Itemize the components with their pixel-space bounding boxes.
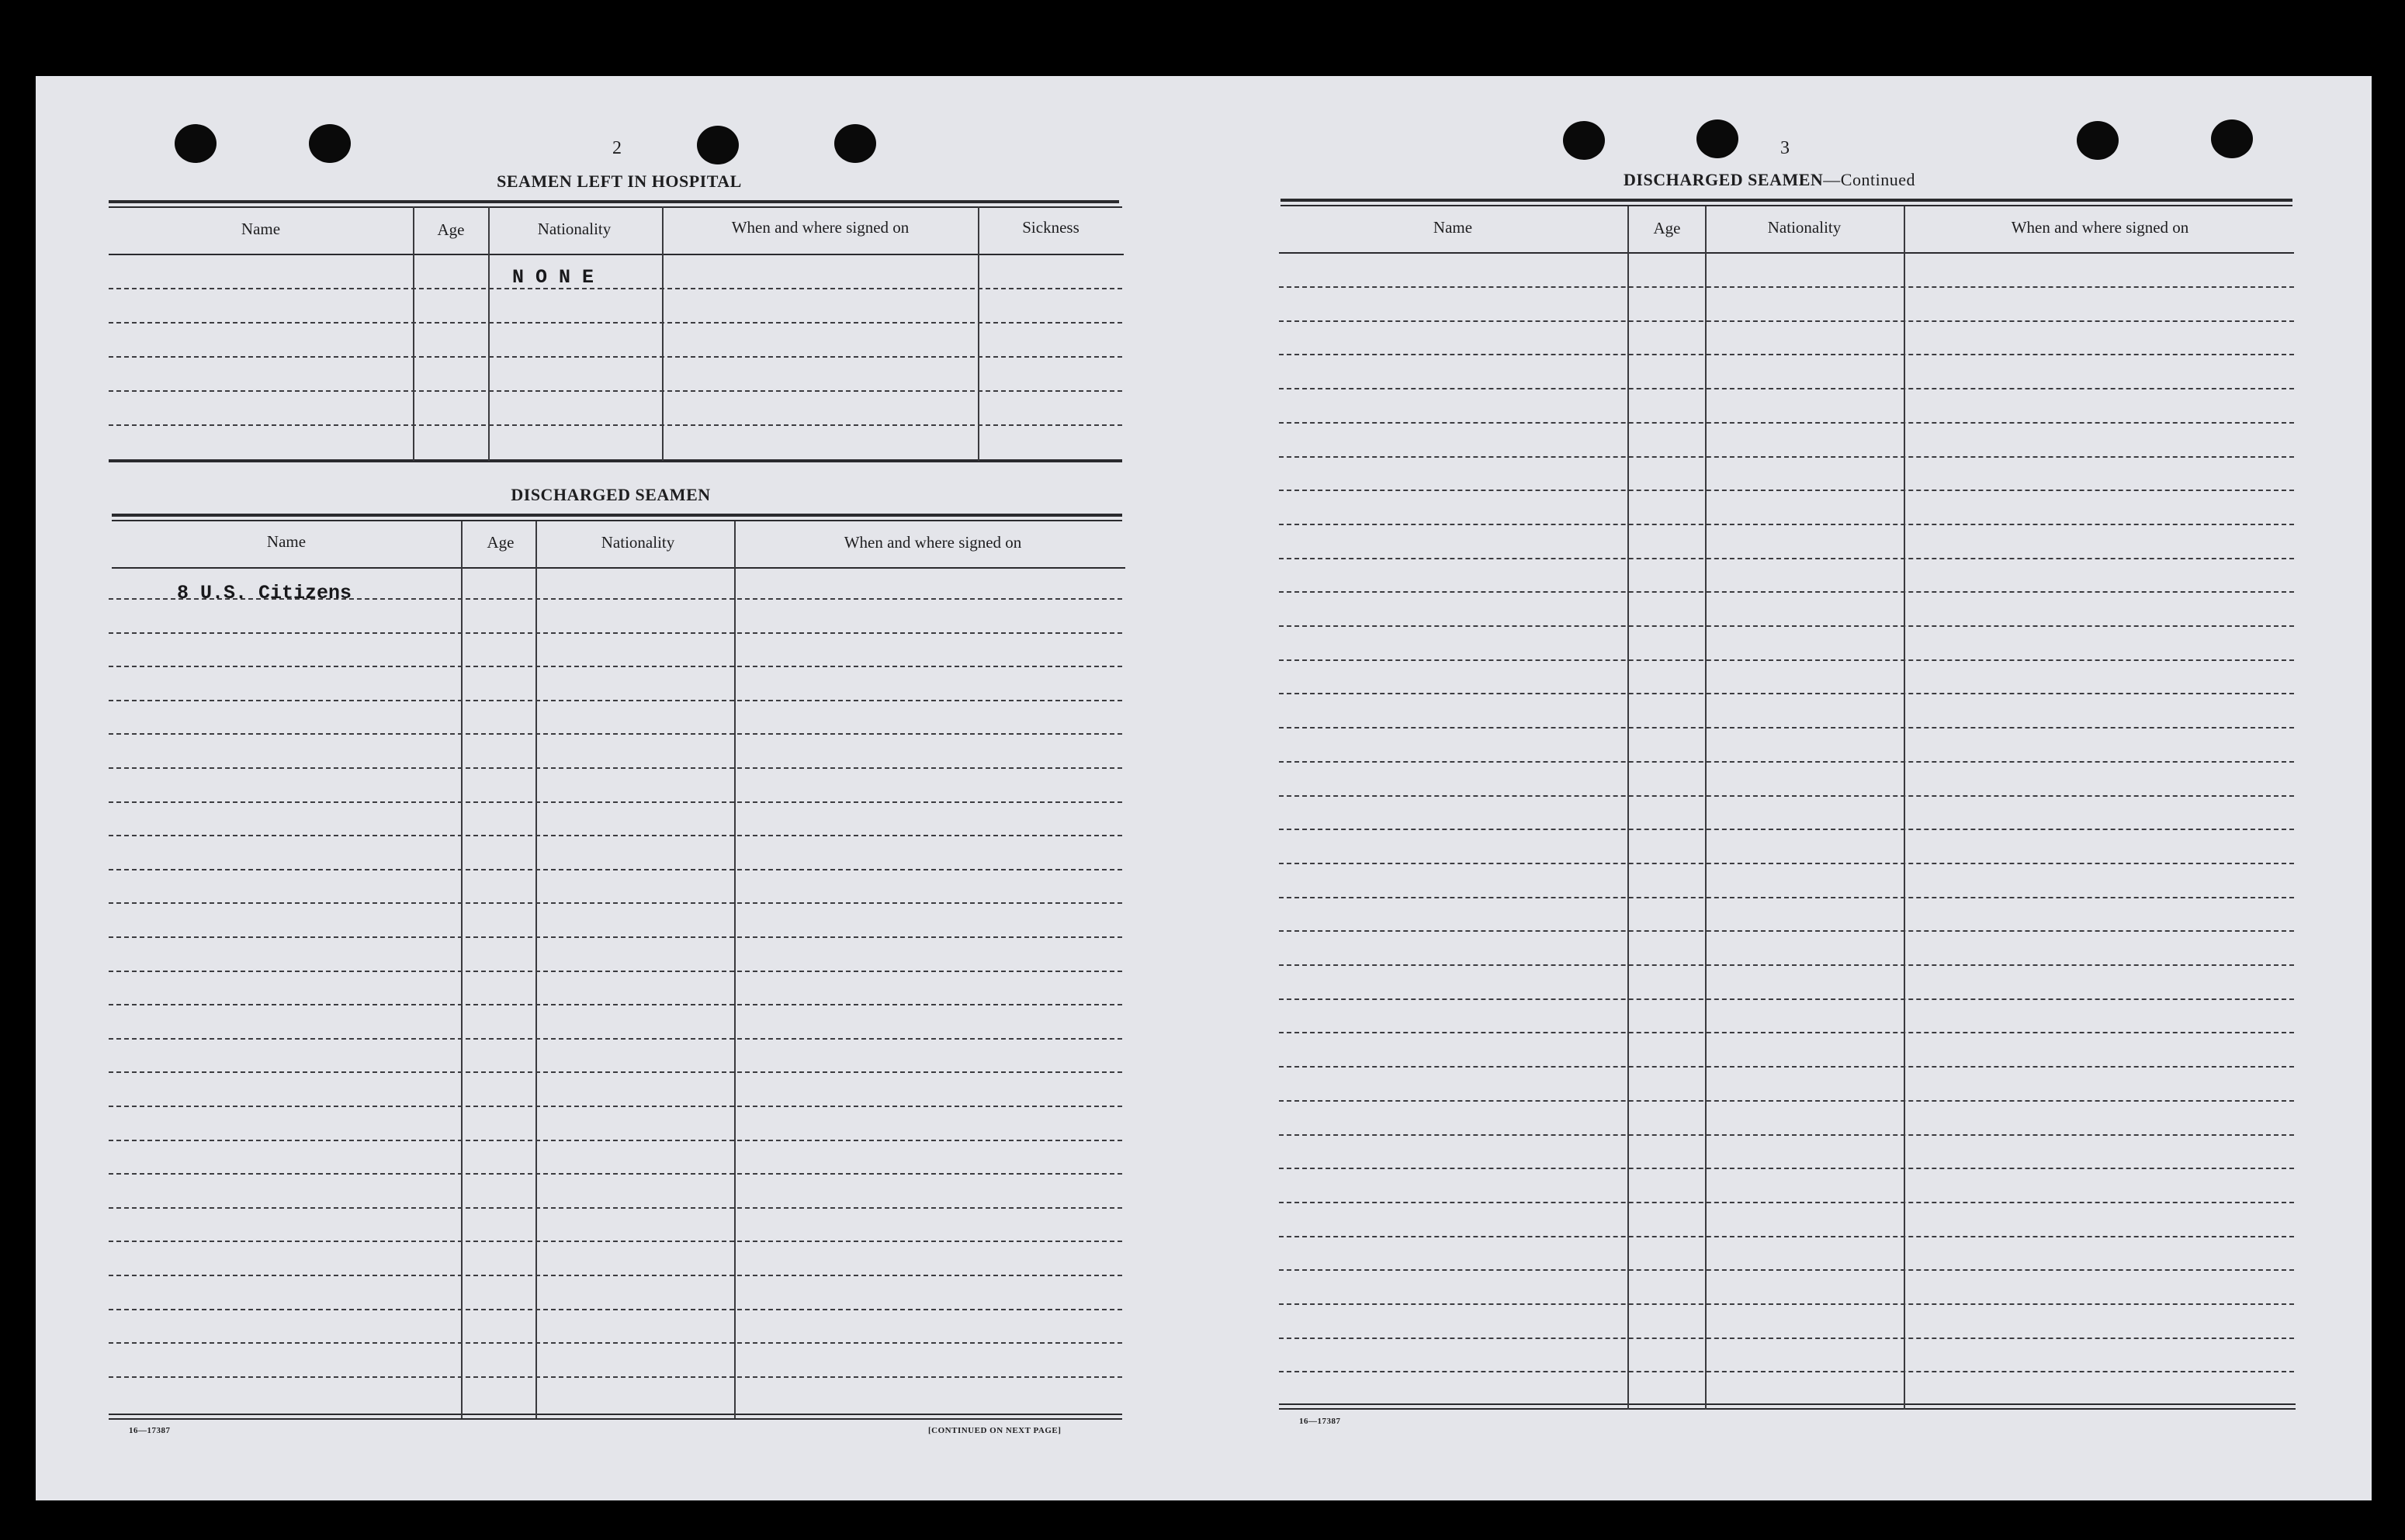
ruled-line xyxy=(109,1241,1122,1242)
hospital-col-name: Name xyxy=(241,220,281,238)
form-number-right: 16—17387 xyxy=(1299,1417,1341,1426)
right-col-name: Name xyxy=(1433,218,1473,237)
ruled-line xyxy=(109,936,1122,938)
ruled-line xyxy=(1279,1269,2294,1271)
ruled-line xyxy=(1279,388,2294,389)
ruled-line xyxy=(109,598,1122,600)
ruled-line xyxy=(1279,286,2294,288)
ruled-line xyxy=(109,424,1122,426)
punch-hole xyxy=(175,124,217,163)
ruled-line xyxy=(109,801,1122,803)
punch-hole xyxy=(2211,119,2253,158)
continued-note: [CONTINUED ON NEXT PAGE] xyxy=(928,1426,1062,1435)
ruled-line xyxy=(1279,456,2294,458)
hospital-entry-none: N O N E xyxy=(512,266,594,289)
ruled-line xyxy=(1279,693,2294,694)
ruled-line xyxy=(1279,524,2294,525)
ruled-line xyxy=(109,1309,1122,1310)
page-number-right: 3 xyxy=(1780,138,1790,158)
punch-hole xyxy=(834,124,876,163)
hospital-section-title: SEAMEN LEFT IN HOSPITAL xyxy=(497,171,742,191)
ruled-line xyxy=(1279,1236,2294,1237)
ruled-line xyxy=(109,869,1122,870)
right-col-nationality: Nationality xyxy=(1767,218,1842,237)
discharged-continued-title-cont: —Continued xyxy=(1823,170,1915,189)
ruled-line xyxy=(109,356,1122,358)
ruled-line xyxy=(1279,761,2294,763)
form-number-left: 16—17387 xyxy=(129,1426,171,1435)
right-col-age: Age xyxy=(1653,219,1681,237)
ruled-line xyxy=(109,1071,1122,1073)
ruled-line xyxy=(109,700,1122,701)
ruled-line xyxy=(109,902,1122,904)
ruled-line xyxy=(1279,1100,2294,1102)
ruled-line xyxy=(1279,591,2294,593)
ruled-line xyxy=(1279,490,2294,491)
discharged-col-signed-on: When and where signed on xyxy=(844,533,1022,552)
ruled-line xyxy=(1279,558,2294,559)
ruled-line xyxy=(1279,1202,2294,1203)
ruled-line xyxy=(1279,1303,2294,1305)
ruled-line xyxy=(109,288,1122,289)
ruled-line xyxy=(1279,930,2294,932)
ruled-line xyxy=(109,1207,1122,1209)
ruled-line xyxy=(109,971,1122,972)
ruled-line xyxy=(1279,1066,2294,1068)
discharged-col-name: Name xyxy=(266,532,307,551)
ruled-line xyxy=(109,632,1122,634)
ruled-line xyxy=(1279,795,2294,797)
discharged-entry: 8 U.S. Citizens xyxy=(177,582,352,604)
hospital-col-nationality: Nationality xyxy=(537,220,612,238)
ruled-line xyxy=(1279,897,2294,898)
ruled-line xyxy=(1279,1032,2294,1033)
ruled-line xyxy=(1279,1371,2294,1372)
ruled-line xyxy=(109,1173,1122,1175)
ruled-line xyxy=(1279,625,2294,627)
hospital-col-age: Age xyxy=(437,220,465,239)
ruled-line xyxy=(1279,1168,2294,1169)
punch-hole xyxy=(2077,121,2119,160)
discharged-continued-title-main: DISCHARGED SEAMEN xyxy=(1624,170,1824,189)
ruled-line xyxy=(1279,354,2294,355)
ruled-line xyxy=(109,835,1122,836)
ruled-line xyxy=(1279,964,2294,966)
ruled-line xyxy=(109,1106,1122,1107)
ruled-line xyxy=(1279,829,2294,830)
discharged-section-title: DISCHARGED SEAMEN xyxy=(511,485,711,504)
ruled-line xyxy=(1279,1134,2294,1136)
ruled-line xyxy=(109,666,1122,667)
hospital-col-sickness: Sickness xyxy=(1022,218,1079,237)
ruled-line xyxy=(109,1004,1122,1005)
ruled-line xyxy=(109,1038,1122,1040)
page-number-left: 2 xyxy=(612,138,622,158)
ruled-line xyxy=(109,322,1122,324)
ruled-line xyxy=(1279,727,2294,728)
ruled-line xyxy=(109,767,1122,769)
ruled-line xyxy=(1279,422,2294,424)
punch-hole xyxy=(1563,121,1605,160)
ruled-line xyxy=(109,1140,1122,1141)
ruled-line xyxy=(1279,1338,2294,1339)
right-col-signed-on: When and where signed on xyxy=(2011,218,2189,237)
punch-hole xyxy=(697,126,739,164)
punch-hole xyxy=(1696,119,1738,158)
ruled-line xyxy=(109,390,1122,392)
ruled-line xyxy=(109,1275,1122,1276)
ruled-line xyxy=(1279,863,2294,864)
discharged-col-age: Age xyxy=(487,533,515,552)
ruled-line xyxy=(109,1376,1122,1378)
ruled-line xyxy=(109,733,1122,735)
ruled-line xyxy=(1279,320,2294,322)
discharged-col-nationality: Nationality xyxy=(601,533,675,552)
ruled-line xyxy=(1279,659,2294,661)
ruled-line xyxy=(1279,998,2294,1000)
hospital-col-signed-on: When and where signed on xyxy=(731,218,910,237)
document-sheet xyxy=(36,76,2372,1500)
punch-hole xyxy=(309,124,351,163)
discharged-continued-title xyxy=(1624,170,1915,190)
ruled-line xyxy=(109,1342,1122,1344)
